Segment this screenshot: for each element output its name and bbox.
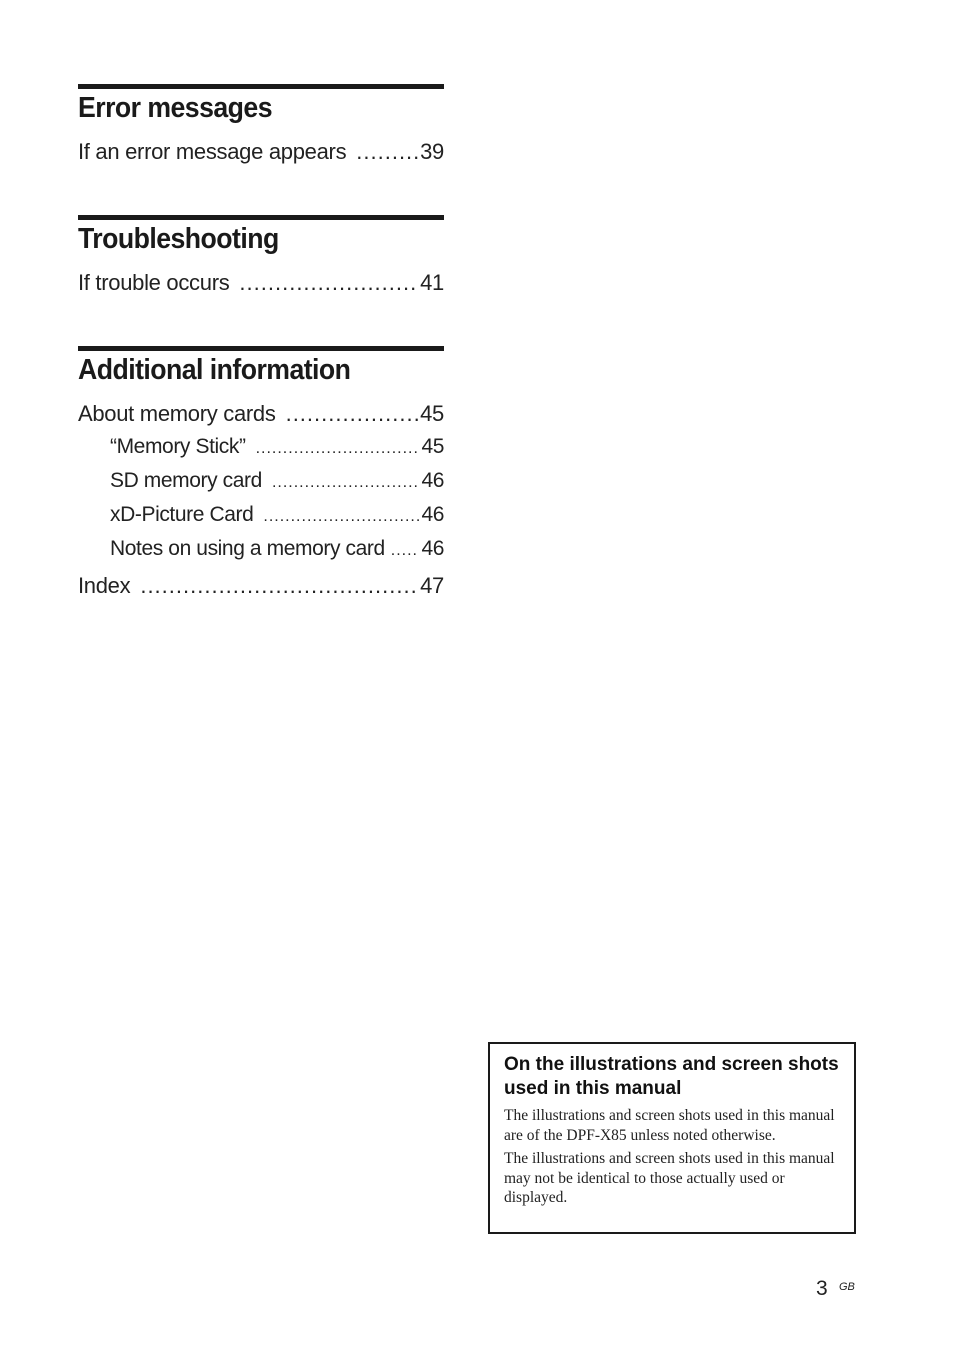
- toc-entry-label: xD-Picture Card: [110, 503, 254, 526]
- toc-entry[interactable]: [78, 401, 444, 435]
- toc-entry-label: If trouble occurs: [78, 270, 230, 295]
- toc-entry-page: 46: [421, 469, 444, 492]
- toc-entry-label: Notes on using a memory card: [110, 537, 385, 560]
- leader-dots: [391, 542, 420, 560]
- section-heading: Troubleshooting: [78, 223, 279, 255]
- toc-entry-label: If an error message appears: [78, 139, 347, 164]
- note-paragraph: The illustrations and screen shots used in this manual are of the DPF-X85 unless noted otherwise.: [504, 1107, 835, 1144]
- note-paragraph: The illustrations and screen shots used in this manual may not be identical to those actually used or displayed.: [504, 1150, 835, 1206]
- page-region-code: GB: [839, 1281, 855, 1293]
- toc-entry-page: 45: [421, 435, 444, 458]
- toc-section-troubleshooting: [78, 215, 444, 304]
- toc-entry-page: 39: [420, 139, 444, 164]
- toc-section-additional-information: [78, 346, 444, 607]
- toc-entry-page: 46: [421, 503, 444, 526]
- toc-subentry[interactable]: [110, 435, 444, 469]
- toc-subentry[interactable]: [110, 537, 444, 571]
- toc-entry-page: 41: [420, 270, 444, 295]
- toc-entry-label: “Memory Stick”: [110, 435, 246, 458]
- section-heading: Error messages: [78, 92, 272, 124]
- page-number: 3: [816, 1277, 828, 1300]
- section-rule: [78, 346, 444, 351]
- note-box: [488, 1042, 856, 1234]
- leader-dots: [356, 139, 418, 165]
- toc-subentry[interactable]: [110, 503, 444, 537]
- toc-section-error-messages: [78, 84, 444, 173]
- toc-entry-label: Index: [78, 573, 131, 598]
- toc-entry-page: 47: [420, 573, 444, 598]
- leader-dots: [140, 573, 418, 599]
- toc-entry-page: 46: [421, 537, 444, 560]
- section-heading: Additional information: [78, 354, 351, 386]
- toc-subentry[interactable]: [110, 469, 444, 503]
- leader-dots: [263, 508, 419, 526]
- toc-entry-label: SD memory card: [110, 469, 262, 492]
- toc-entry-page: 45: [420, 401, 444, 426]
- leader-dots: [256, 440, 420, 458]
- toc-entry[interactable]: [78, 270, 444, 304]
- note-title: On the illustrations and screen shots used in this manual: [504, 1054, 839, 1099]
- toc-entry-label: About memory cards: [78, 401, 276, 426]
- section-rule: [78, 215, 444, 220]
- toc-entry[interactable]: [78, 139, 444, 173]
- toc-entry[interactable]: [78, 573, 444, 607]
- leader-dots: [239, 270, 418, 296]
- leader-dots: [272, 474, 420, 492]
- section-rule: [78, 84, 444, 89]
- leader-dots: [286, 401, 419, 427]
